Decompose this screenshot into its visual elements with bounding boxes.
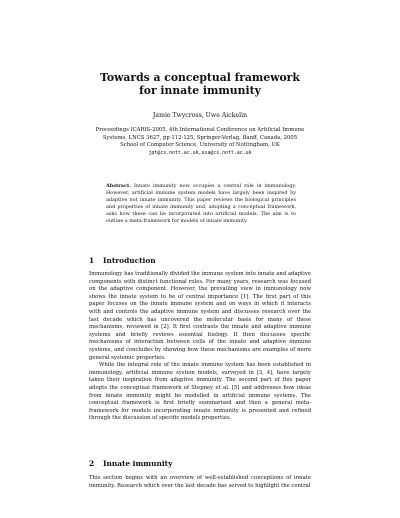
paragraph: Immunology has traditionally divided the immune system into innate and adaptive components with distinct functional roles. For many years, research was focused on the adaptive component. However, the prevailing view in immunology now shows the innate system to be of central importance [1]. The first part of this paper focuses on the innate immune system and on ways in which it interacts with and controls the adaptive immune system and discusses research over the last decade which has uncovered the molecular basis for many of these mechanisms, reviewed in [2]. It first contrasts the innate and adaptive immune systems and briefly reviews essential biology. It then discusses specific mechanisms of interaction between cells of the innate and adaptive immune systems, and concludes by showing how these mechanisms are examples of more general systemic properties. bbox=[89, 271, 311, 361]
section-number: 2 bbox=[89, 459, 95, 468]
section-number: 1 bbox=[89, 256, 95, 265]
title-line-2: for innate immunity bbox=[139, 84, 261, 97]
abstract-label: Abstract. bbox=[106, 183, 131, 189]
section-heading-introduction bbox=[89, 256, 156, 265]
author-names: Jamie Twycross, Uwe Aickelin bbox=[152, 112, 248, 119]
section-body-innate-immunity bbox=[89, 475, 311, 490]
affiliation-block bbox=[60, 127, 340, 157]
paper-title bbox=[0, 71, 400, 97]
title-line-1: Towards a conceptual framework bbox=[100, 71, 300, 84]
paragraph: While the integral role of the innate immune system has been established in immunology, artificial immune system models, surveyed in [3, 4], have largely taken their inspiration from adaptive immunity. The second part of this paper adopts the conceptual framework of Stepney et al. [5] and addresses how ideas from innate immunity might be modelled in artificial immune systems. The conceptual framework is first briefly summarised and then a general meta-framework for models incorporating innate immunity is presented and refined through the discussion of specific models properties. bbox=[89, 362, 311, 422]
section-title: Introduction bbox=[103, 256, 156, 265]
section-body-introduction bbox=[89, 271, 311, 423]
abstract bbox=[106, 183, 296, 226]
paragraph: This section begins with an overview of well-established conceptions of innate immunity. Research which over the last decade has served to highlight the central bbox=[89, 475, 311, 489]
section-heading-innate-immunity bbox=[89, 459, 172, 468]
author-emails: jpt@cs.nott.ac.uk,uxa@cs.nott.ac.uk bbox=[148, 149, 252, 156]
affiliation-line-1: Proceedings ICARIS-2005, 4th International Conference on Artificial Immune bbox=[95, 127, 305, 133]
section-title: Innate immunity bbox=[103, 459, 173, 468]
affiliation-line-2: Systems, LNCS 3627, pp 112-125, Springer-Verlag, Banff, Canada, 2005 bbox=[102, 134, 298, 141]
affiliation-line-3: School of Computer Science, University of Nottingham, UK bbox=[120, 142, 280, 149]
abstract-text: Innate immunity now occupies a central role in immunology. However, artificial immune system models have largely been inspired by adaptive not innate immunity. This paper reviews the biological principles and properties of innate immunity and, adopting a conceptual framework, asks how these can be incorporated into artificial models. The aim is to outline a meta-framework for models of innate immunity. bbox=[106, 183, 296, 225]
